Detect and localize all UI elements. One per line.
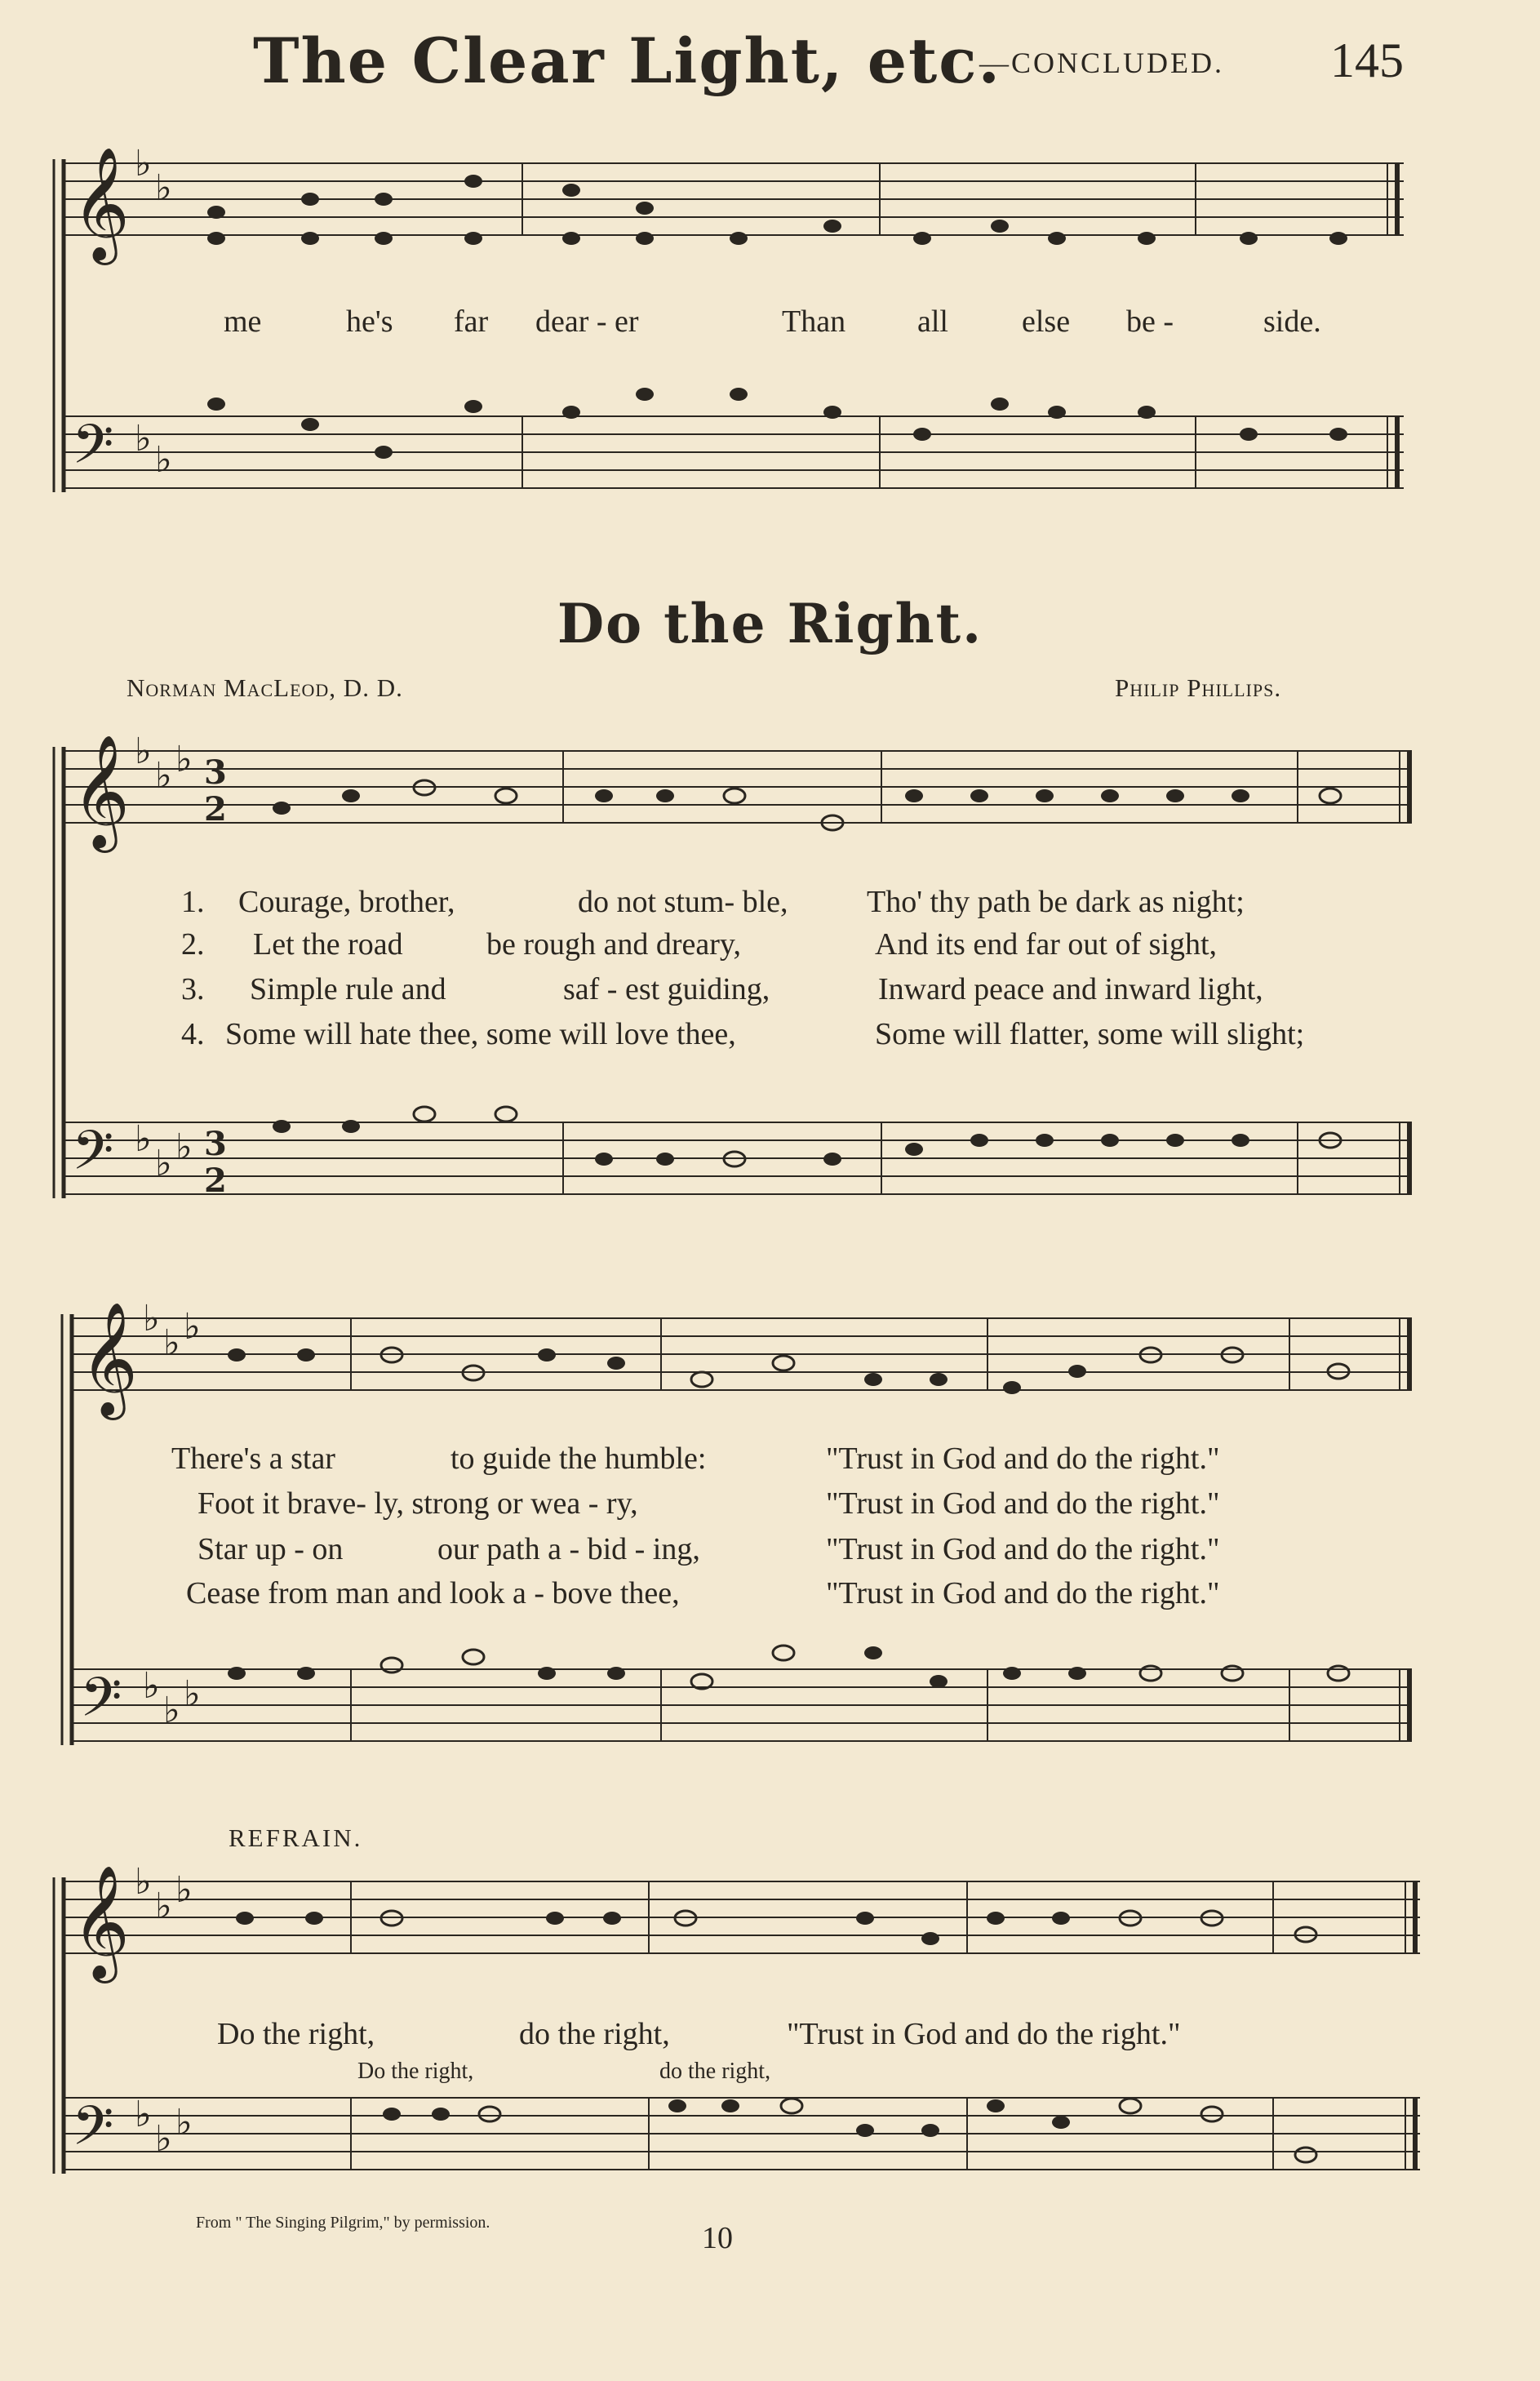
verse-line: Let the road bbox=[253, 927, 403, 962]
staff-4-treble bbox=[65, 1881, 1420, 1953]
svg-text:𝄢: 𝄢 bbox=[72, 1119, 114, 1195]
svg-text:♭: ♭ bbox=[155, 1886, 172, 1927]
svg-text:3: 3 bbox=[204, 1125, 227, 1163]
svg-text:♭: ♭ bbox=[143, 1298, 160, 1339]
verse-line: "Trust in God and do the right." bbox=[826, 1486, 1220, 1521]
verse-line: do not stum- ble, bbox=[578, 885, 788, 919]
header-concluded: —CONCLUDED. bbox=[979, 47, 1224, 79]
verse-line: There's a star bbox=[171, 1441, 335, 1476]
verse-line: Some will hate thee, some will love thee, bbox=[225, 1017, 736, 1051]
verse-line: "Trust in God and do the right." bbox=[826, 1441, 1220, 1476]
staff-3-bass bbox=[73, 1669, 1412, 1741]
svg-text:2: 2 bbox=[204, 790, 227, 828]
lyric-syllable: side. bbox=[1263, 304, 1321, 339]
staff-1-treble bbox=[65, 163, 1404, 235]
svg-text:♭: ♭ bbox=[175, 2102, 193, 2143]
signature-mark: 10 bbox=[702, 2221, 733, 2255]
svg-text:♭: ♭ bbox=[135, 418, 152, 460]
verse-line: Some will flatter, some will slight; bbox=[875, 1017, 1305, 1051]
verse-line: Simple rule and bbox=[250, 972, 446, 1006]
svg-text:𝄞: 𝄞 bbox=[80, 1302, 138, 1415]
svg-text:♭: ♭ bbox=[155, 167, 172, 209]
svg-text:♭: ♭ bbox=[135, 731, 152, 772]
lyric-syllable: be - bbox=[1126, 304, 1174, 339]
refrain-lyric: do the right, bbox=[519, 2017, 670, 2051]
lyric-syllable: else bbox=[1022, 304, 1071, 339]
bass-clef-icon: 𝄢 bbox=[72, 413, 114, 489]
svg-text:♭: ♭ bbox=[135, 143, 152, 184]
verse-line: And its end far out of sight, bbox=[875, 927, 1218, 962]
sys1-bass-notes bbox=[207, 388, 1347, 459]
verse-line: Foot it brave- ly, strong or wea - ry, bbox=[197, 1486, 638, 1521]
verse-line: to guide the humble: bbox=[450, 1441, 707, 1476]
lyric-syllable: all bbox=[917, 304, 948, 339]
svg-text:♭: ♭ bbox=[175, 1869, 193, 1911]
lyric-syllable: he's bbox=[346, 304, 393, 339]
staff-1-bass bbox=[65, 416, 1404, 488]
svg-text:𝄢: 𝄢 bbox=[72, 2094, 114, 2170]
svg-text:𝄞: 𝄞 bbox=[72, 735, 130, 848]
verse-line: Star up - on bbox=[197, 1532, 344, 1566]
svg-text:♭: ♭ bbox=[163, 1690, 180, 1731]
refrain-lyric: Do the right, bbox=[217, 2017, 375, 2051]
refrain-bass-lyric: do the right, bbox=[659, 2059, 771, 2084]
svg-text:3: 3 bbox=[204, 753, 227, 792]
svg-text:𝄢: 𝄢 bbox=[80, 1666, 122, 1742]
svg-text:♭: ♭ bbox=[155, 439, 172, 481]
svg-text:2: 2 bbox=[204, 1162, 227, 1200]
svg-text:♭: ♭ bbox=[163, 1322, 180, 1364]
verse-number: 4. bbox=[181, 1017, 205, 1051]
svg-text:𝄞: 𝄞 bbox=[72, 1865, 130, 1979]
verse-line: "Trust in God and do the right." bbox=[826, 1576, 1220, 1610]
verse-line: Cease from man and look a - bove thee, bbox=[186, 1576, 680, 1610]
svg-text:♭: ♭ bbox=[184, 1673, 201, 1715]
svg-text:♭: ♭ bbox=[155, 2118, 172, 2160]
verse-line: Courage, brother, bbox=[238, 885, 455, 919]
svg-text:♭: ♭ bbox=[135, 1118, 152, 1160]
composer-credit: Philip Phillips. bbox=[1115, 673, 1282, 702]
source-footnote: From " The Singing Pilgrim," by permission. bbox=[196, 2214, 490, 2232]
verse-number: 2. bbox=[181, 927, 205, 962]
refrain-label: REFRAIN. bbox=[229, 1824, 363, 1852]
staff-2-bass bbox=[65, 1122, 1412, 1194]
svg-text:♭: ♭ bbox=[175, 1126, 193, 1168]
author-credit: Norman MacLeod, D. D. bbox=[126, 673, 403, 702]
song-title: Do the Right. bbox=[557, 592, 983, 655]
staff-3-treble bbox=[73, 1318, 1412, 1390]
svg-text:♭: ♭ bbox=[175, 739, 193, 780]
refrain-lyric: "Trust in God and do the right." bbox=[787, 2017, 1181, 2051]
header-title: The Clear Light, etc. bbox=[253, 24, 1002, 97]
svg-text:♭: ♭ bbox=[135, 2094, 152, 2135]
note-heads bbox=[207, 175, 1349, 2162]
verse-line: saf - est guiding, bbox=[563, 972, 770, 1006]
svg-text:♭: ♭ bbox=[155, 755, 172, 797]
svg-text:♭: ♭ bbox=[135, 1861, 152, 1903]
lyric-syllable: Than bbox=[782, 304, 846, 339]
verse-number: 3. bbox=[181, 972, 205, 1006]
lyric-syllable: far bbox=[454, 304, 489, 339]
refrain-bass-lyric: Do the right, bbox=[357, 2059, 474, 2084]
staff-2-treble bbox=[65, 751, 1412, 823]
verse-number: 1. bbox=[181, 885, 205, 919]
verse-line: "Trust in God and do the right." bbox=[826, 1532, 1220, 1566]
verse-line: Tho' thy path be dark as night; bbox=[867, 885, 1245, 919]
verse-line: Inward peace and inward light, bbox=[878, 972, 1263, 1006]
svg-text:♭: ♭ bbox=[155, 1143, 172, 1184]
page-number: 145 bbox=[1330, 33, 1404, 87]
svg-text:♭: ♭ bbox=[143, 1665, 160, 1707]
verse-line: our path a - bid - ing, bbox=[437, 1532, 700, 1566]
treble-clef-icon: 𝄞 bbox=[72, 147, 130, 260]
lyric-syllable: dear - er bbox=[535, 304, 639, 339]
verse-line: be rough and dreary, bbox=[486, 927, 741, 962]
svg-text:♭: ♭ bbox=[184, 1306, 201, 1348]
lyric-syllable: me bbox=[224, 304, 262, 339]
